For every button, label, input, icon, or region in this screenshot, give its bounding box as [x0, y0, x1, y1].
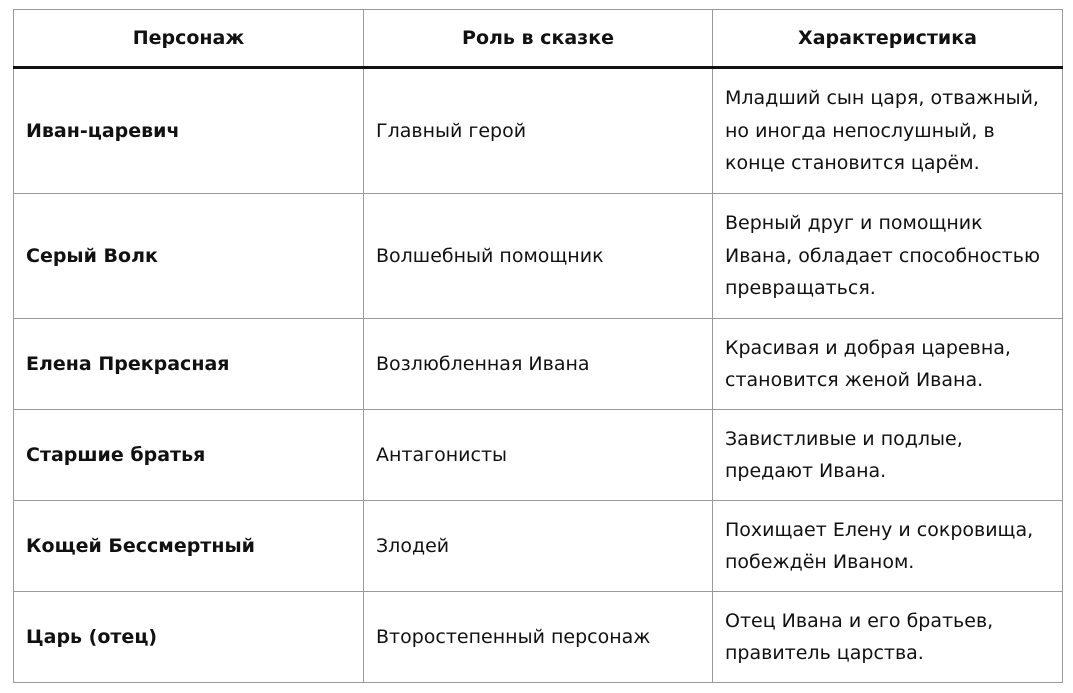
table-row — [14, 410, 1063, 501]
description-cell: Младший сын царя, отважный, но иногда непослушный, в конце становится царём. — [713, 68, 1063, 194]
table-body — [14, 68, 1063, 683]
character-cell: Старшие братья — [14, 410, 364, 501]
character-cell: Серый Волк — [14, 194, 364, 319]
header-row — [14, 10, 1063, 68]
table-header — [14, 10, 1063, 68]
table-row — [14, 319, 1063, 410]
header-description: Характеристика — [713, 10, 1063, 68]
role-cell: Злодей — [364, 501, 713, 592]
characters-table-wrapper — [13, 9, 1063, 683]
table-row — [14, 501, 1063, 592]
role-cell: Волшебный помощник — [364, 194, 713, 319]
table-row — [14, 194, 1063, 319]
role-cell: Антагонисты — [364, 410, 713, 501]
table-row — [14, 68, 1063, 194]
role-cell: Главный герой — [364, 68, 713, 194]
character-cell: Кощей Бессмертный — [14, 501, 364, 592]
description-cell: Красивая и добрая царевна, становится женой Ивана. — [713, 319, 1063, 410]
characters-table — [13, 9, 1063, 683]
role-cell: Возлюбленная Ивана — [364, 319, 713, 410]
role-cell: Второстепенный персонаж — [364, 592, 713, 683]
description-cell: Отец Ивана и его братьев, правитель царства. — [713, 592, 1063, 683]
description-cell: Верный друг и помощник Ивана, обладает способностью превращаться. — [713, 194, 1063, 319]
table-row — [14, 592, 1063, 683]
description-cell: Завистливые и подлые, предают Ивана. — [713, 410, 1063, 501]
header-character: Персонаж — [14, 10, 364, 68]
character-cell: Иван-царевич — [14, 68, 364, 194]
header-role: Роль в сказке — [364, 10, 713, 68]
description-cell: Похищает Елену и сокровища, побеждён Иваном. — [713, 501, 1063, 592]
character-cell: Елена Прекрасная — [14, 319, 364, 410]
character-cell: Царь (отец) — [14, 592, 364, 683]
